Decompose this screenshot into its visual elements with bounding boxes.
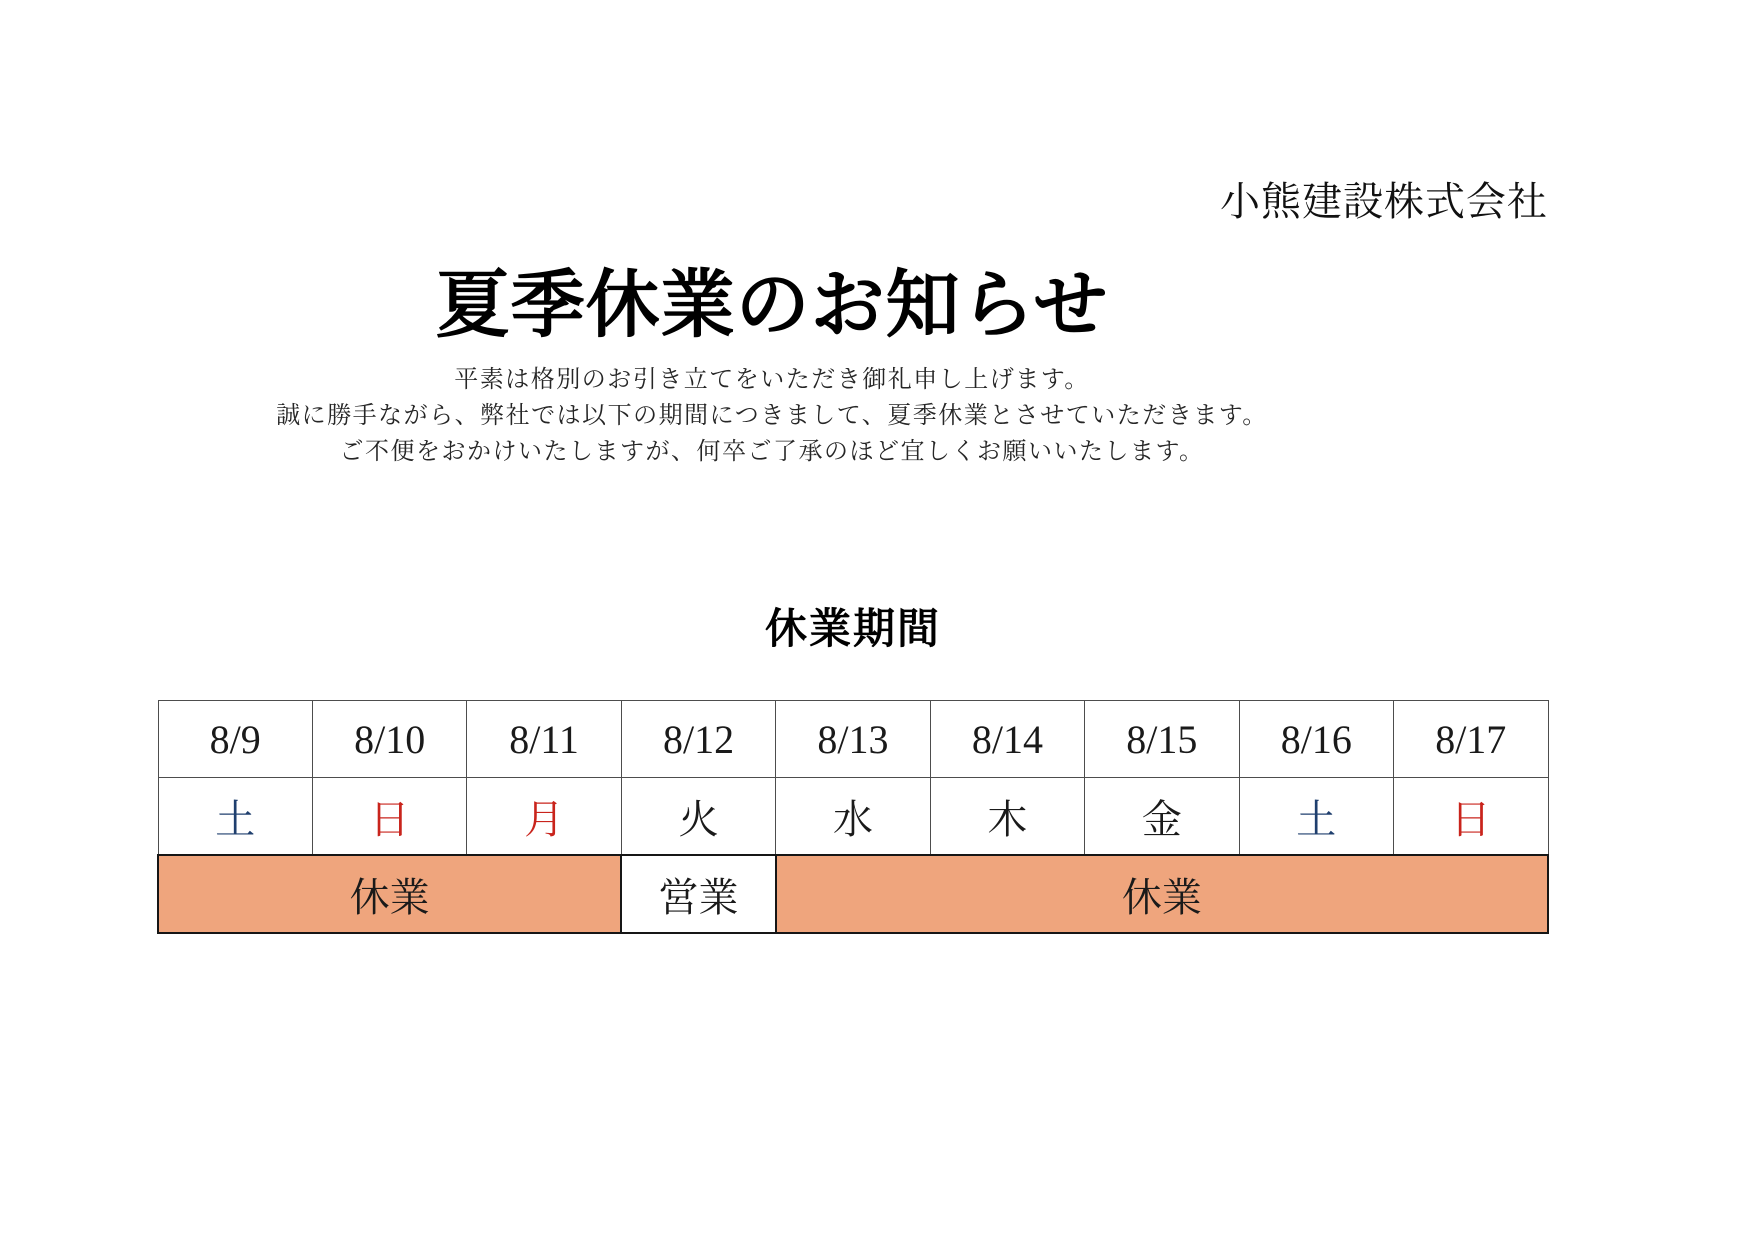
weekday-cell: 日 xyxy=(1394,778,1549,856)
weekday-cell: 土 xyxy=(1239,778,1393,856)
weekday-cell: 土 xyxy=(158,778,312,856)
date-cell: 8/10 xyxy=(312,701,466,778)
date-cell: 8/16 xyxy=(1239,701,1393,778)
date-cell: 8/15 xyxy=(1085,701,1239,778)
status-cell-open: 営業 xyxy=(621,855,775,933)
weekday-cell: 木 xyxy=(930,778,1084,856)
weekdays-row xyxy=(158,778,1548,856)
weekday-cell: 月 xyxy=(467,778,621,856)
date-cell: 8/9 xyxy=(158,701,312,778)
status-cell-closed: 休業 xyxy=(158,855,621,933)
date-cell: 8/13 xyxy=(776,701,930,778)
greeting-line-3: ご不便をおかけいたしますが、何卒ご了承のほど宜しくお願いいたします。 xyxy=(339,439,1205,465)
date-cell: 8/11 xyxy=(467,701,621,778)
status-row xyxy=(158,855,1548,933)
status-cell-closed: 休業 xyxy=(776,855,1548,933)
date-cell: 8/14 xyxy=(930,701,1084,778)
schedule-table xyxy=(157,700,1549,934)
weekday-cell: 水 xyxy=(776,778,930,856)
schedule-heading: 休業期間 xyxy=(764,607,941,653)
greeting-line-1: 平素は格別のお引き立てをいただき御礼申し上げます。 xyxy=(454,367,1090,393)
greeting-paragraph xyxy=(0,362,1544,470)
weekday-cell: 金 xyxy=(1085,778,1239,856)
date-cell: 8/17 xyxy=(1394,701,1549,778)
page-title: 夏季休業のお知らせ xyxy=(435,265,1109,347)
company-name: 小熊建設株式会社 xyxy=(1220,179,1548,224)
date-cell: 8/12 xyxy=(621,701,775,778)
dates-row xyxy=(158,701,1548,778)
weekday-cell: 火 xyxy=(621,778,775,856)
greeting-line-2: 誠に勝手ながら、弊社では以下の期間につきまして、夏季休業とさせていただきます。 xyxy=(276,403,1268,429)
weekday-cell: 日 xyxy=(312,778,466,856)
